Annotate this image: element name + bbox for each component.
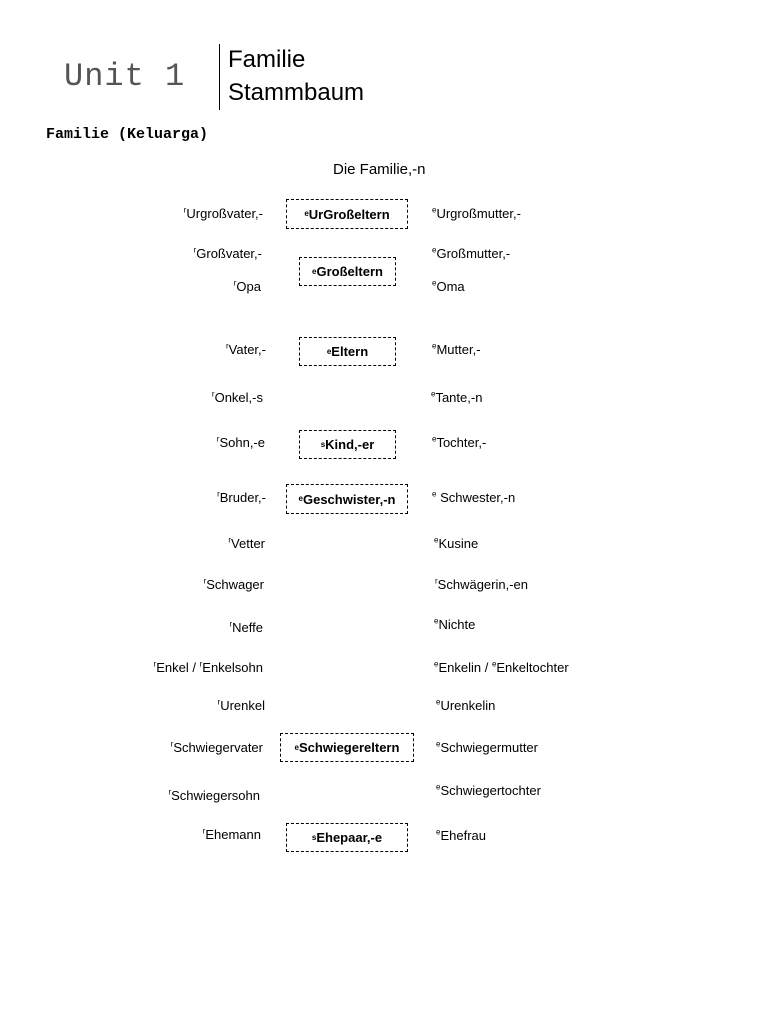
term-right: $^e$Großmutter,- xyxy=(432,245,511,261)
diagram-title: Die Familie,-n xyxy=(333,161,426,178)
term-right: $^e$Oma xyxy=(432,278,465,294)
term-left: $^r$Ehemann xyxy=(202,826,261,842)
term-left: $^r$Enkel / $^r$Enkelsohn xyxy=(153,659,263,675)
group-box: s Ehepaar,-e xyxy=(286,823,408,852)
term-left: $^r$Urgroßvater,- xyxy=(183,205,263,221)
term-right: $^e$Tante,-n xyxy=(431,389,483,405)
term-left: $^r$Großvater,- xyxy=(193,245,262,261)
term-right: $^e$Tochter,- xyxy=(432,434,487,450)
header-divider xyxy=(219,44,220,110)
section-title: Familie (Keluarga) xyxy=(46,126,209,143)
term-left: $^r$Schwiegervater xyxy=(170,739,263,755)
term-right: $^e$Schwiegertochter xyxy=(436,782,541,798)
group-box: e Geschwister,-n xyxy=(286,484,408,514)
term-right: $^e$Urenkelin xyxy=(436,697,496,713)
term-right: $^e$ Schwester,-n xyxy=(432,489,516,505)
page-subtitle: Stammbaum xyxy=(228,79,365,106)
term-left: $^r$Bruder,- xyxy=(217,489,266,505)
term-right: $^e$Kusine xyxy=(434,535,479,551)
term-right: $^r$Schwägerin,-en xyxy=(435,576,528,592)
term-right: $^e$Enkelin / $^e$Enkeltochter xyxy=(434,659,569,675)
term-left: $^r$Sohn,-e xyxy=(216,434,265,450)
group-box: e Eltern xyxy=(299,337,396,366)
term-left: $^r$Schwager xyxy=(203,576,264,592)
term-right: $^e$Urgroßmutter,- xyxy=(432,205,521,221)
group-box: e UrGroßeltern xyxy=(286,199,408,229)
term-left: $^r$Urenkel xyxy=(217,697,265,713)
group-box: e Schwiegereltern xyxy=(280,733,414,762)
unit-label: Unit 1 xyxy=(64,58,186,95)
group-box: s Kind,-er xyxy=(299,430,396,459)
term-left: $^r$Vater,- xyxy=(225,341,266,357)
term-left: $^r$Onkel,-s xyxy=(211,389,263,405)
term-right: $^e$Nichte xyxy=(434,616,476,632)
term-right: $^e$Ehefrau xyxy=(436,827,486,843)
term-left: $^r$Opa xyxy=(233,278,261,294)
term-left: $^r$Schwiegersohn xyxy=(168,787,260,803)
page-title: Familie xyxy=(228,46,306,73)
term-right: $^e$Schwiegermutter xyxy=(436,739,538,755)
term-right: $^e$Mutter,- xyxy=(432,341,481,357)
term-left: $^r$Neffe xyxy=(229,619,263,635)
group-box: e Großeltern xyxy=(299,257,396,286)
term-left: $^r$Vetter xyxy=(228,535,265,551)
